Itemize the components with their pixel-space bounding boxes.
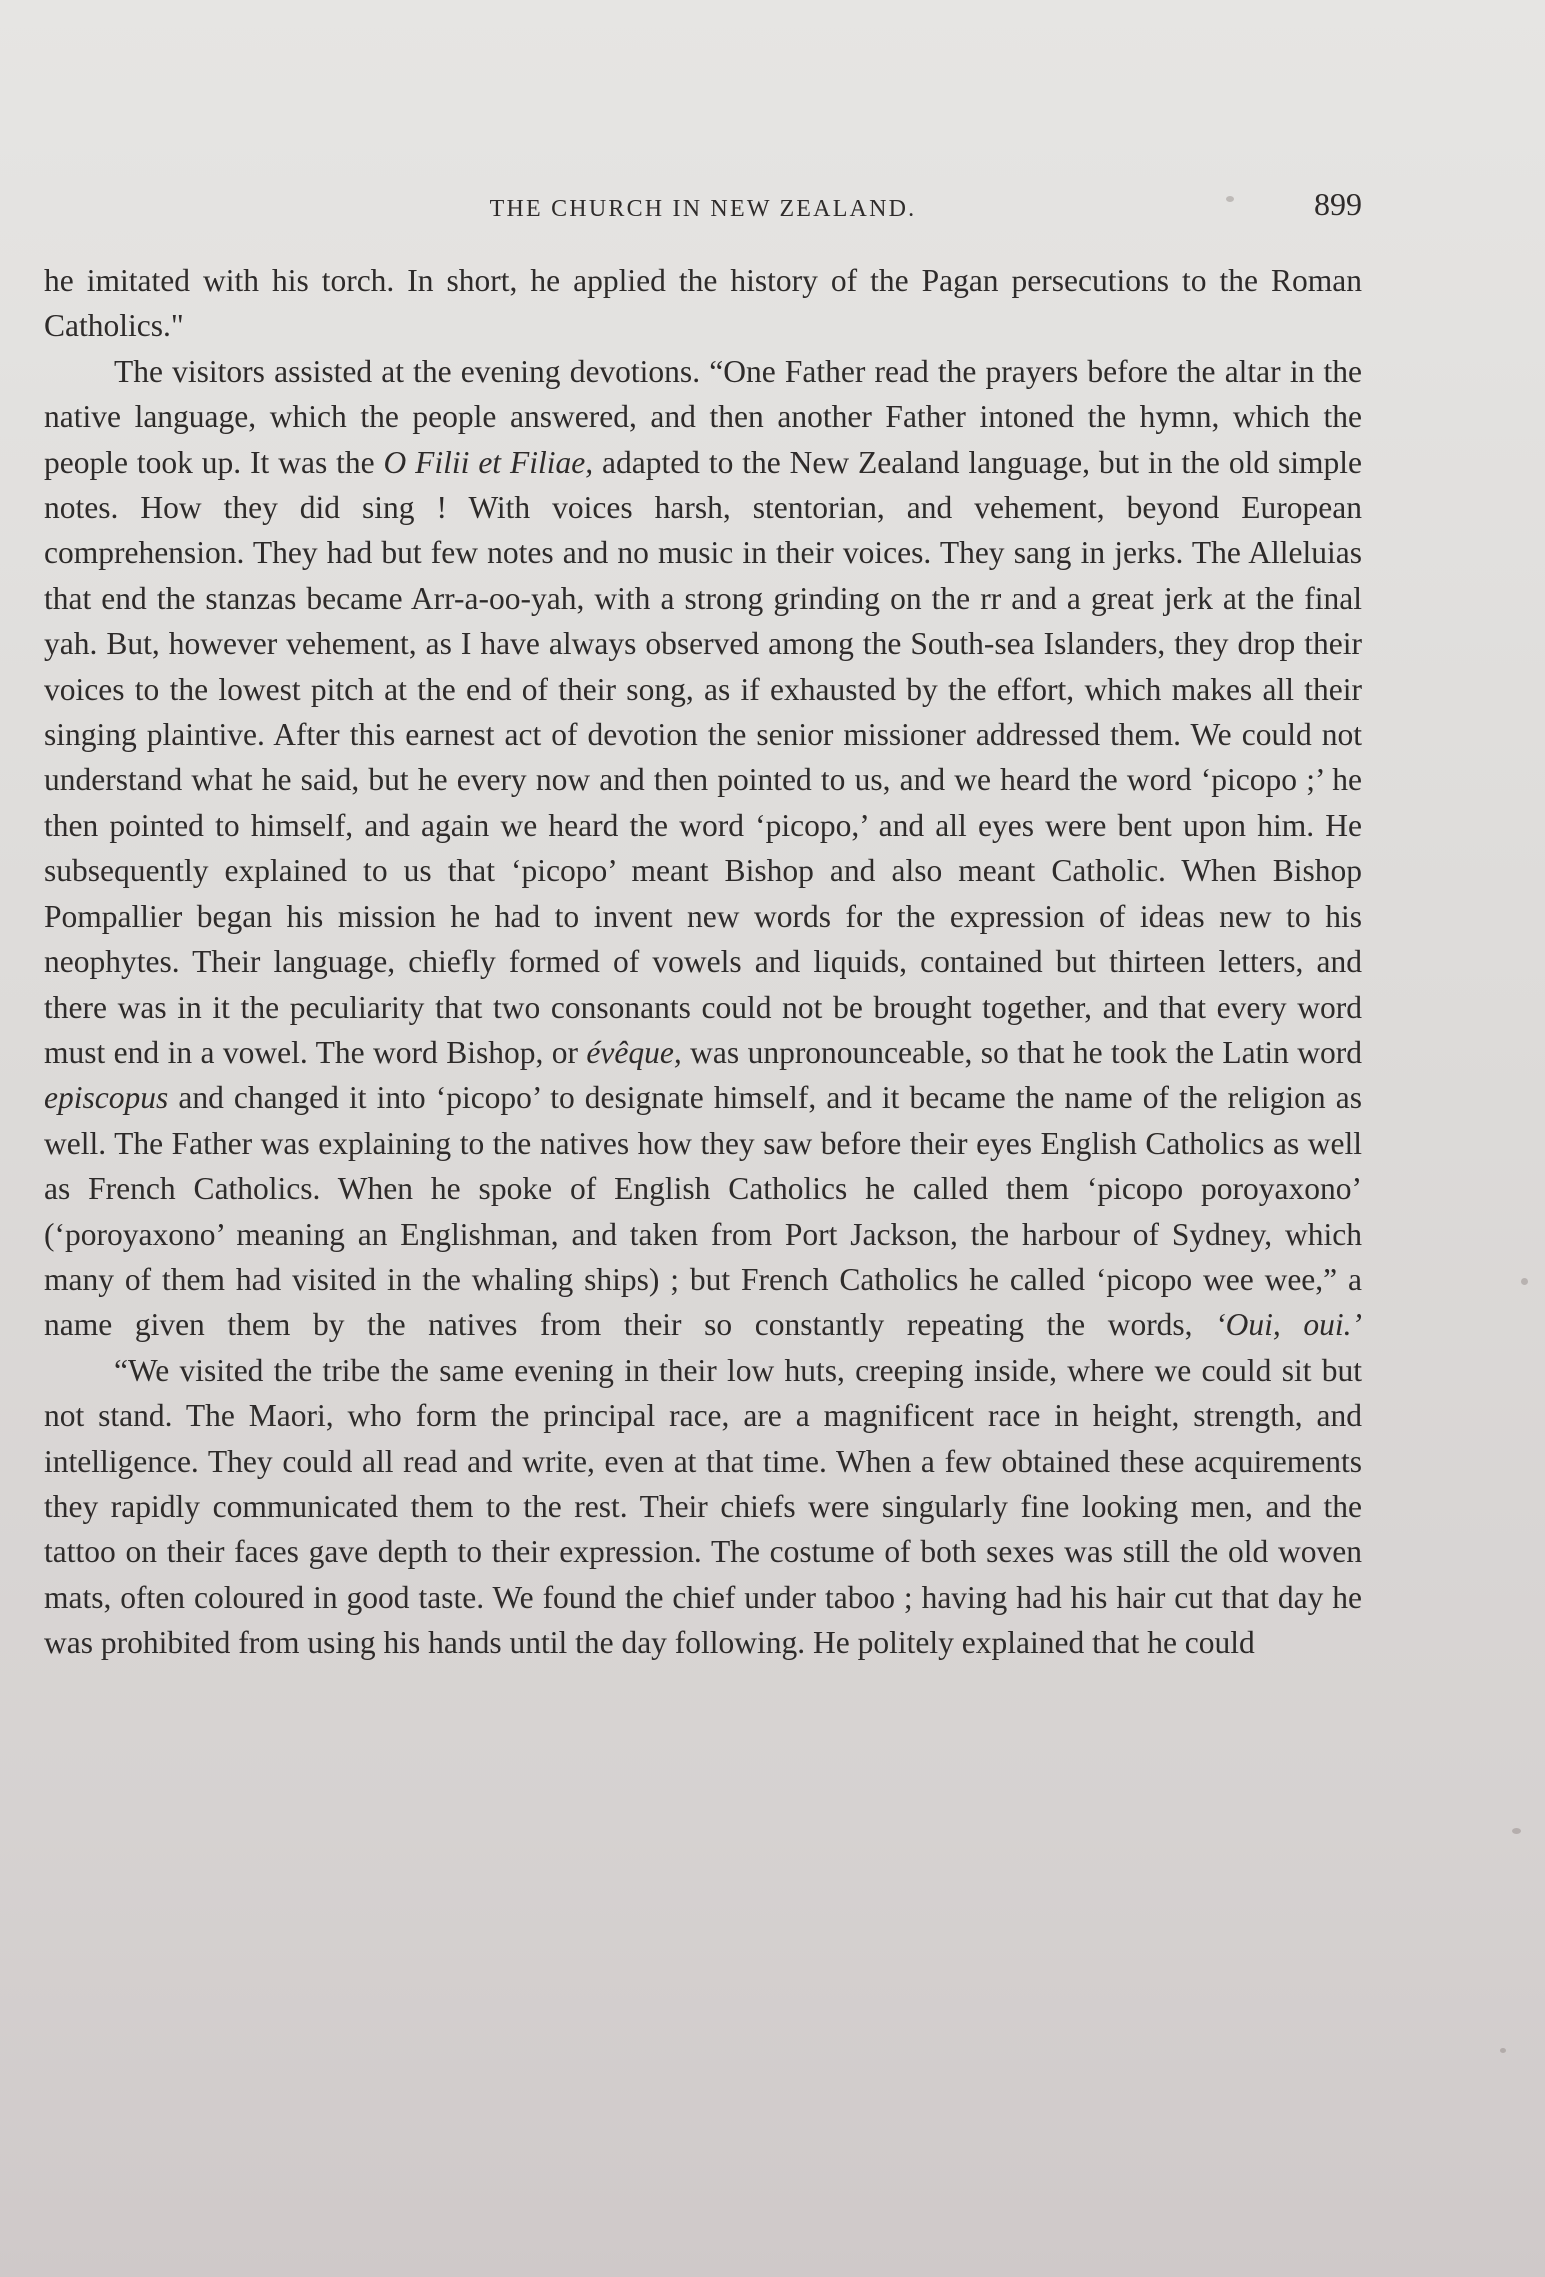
paper-speck [1512,1828,1521,1834]
text-run: The visitors assisted at the evening devotions. “One Father read the prayers before the altar in the native language, which the people answered, and then another Father intoned the hymn, which the people took up. It was the [44,353,1362,480]
paragraph-continuation [44,258,1362,349]
body-text [44,258,1362,1666]
text-run: adapted to the New Zealand language, but in the old simple notes. How they did sing ! With voices harsh, stentorian, and vehement, beyond European comprehension. They had but few notes and no music in their voices. They sang in jerks. The Alleluias that end the stanzas became Arr-a-oo-yah, with a strong grinding on the rr and a great jerk at the final yah. But, however vehement, as I have always observed among the South-sea Islanders, they drop their voices to the lowest pitch at the end of their song, as if exhausted by the effort, which makes all their singing plaintive. After this earnest act of devotion the senior missioner addressed them. We could not understand what he said, but he every now and then pointed to us, and we heard the word ‘picopo ;’ he then pointed to himself, and again we heard the word ‘picopo,’ and all eyes were bent upon him. He subsequently explained to us that ‘picopo’ meant Bishop and also meant Catholic. When Bishop Pompallier began his mission he had to invent new words for the expression of ideas new to his neophytes. Their language, chiefly formed of vowels and liquids, contained but thirteen letters, and there was in it the peculiarity that two consonants could not be brought together, and that every word must end in a vowel. The word Bishop, or [44,444,1362,1070]
page-number: 899 [1314,186,1362,222]
italic-phrase: O Filii et Filiae, [383,444,594,480]
running-head [44,186,1362,234]
paper-speck [1226,196,1234,202]
text-run: “We visited the tribe the same evening in their low huts, creeping inside, where we could sit but not stand. The Maori, who form the principal race, are a magnificent race in height, strength, and intelligence. They could all read and write, even at that time. When a few obtained these acquirements they rapidly communicated them to the rest. Their chiefs were singularly fine looking men, and the tattoo on their faces gave depth to their expression. The costume of both sexes was still the old woven mats, often coloured in good taste. We found the chief under taboo ; having had his hair cut that day he was prohibited from using his hands until the day following. He politely explained that he could [44,1352,1362,1661]
running-title: THE CHURCH IN NEW ZEALAND. [489,196,917,222]
italic-phrase: episcopus [44,1080,169,1116]
text-run: he imitated with his torch. In short, he applied the history of the Pagan persecutions to the Roman Catholics." [44,263,1362,344]
text-run: was unpronounceable, so that he took the Latin word [681,1034,1362,1070]
paper-speck [1521,1278,1528,1285]
text-run: and changed it into ‘picopo’ to designate himself, and it became the name of the religion as well. The Father was explaining to the natives how they saw before their eyes English Catholics as well as French Catholics. When he spoke of English Catholics he called them ‘picopo poroyaxono’ (‘poroyaxono’ meaning an Englishman, and taken from Port Jackson, the harbour of Sydney, which many of them had visited in the whaling ships) ; but French Catholics he called ‘picopo wee wee,” a name given them by the natives from their so constantly repeating the words, [44,1080,1362,1343]
italic-phrase: ‘Oui, oui.’ [1215,1307,1363,1343]
paragraph-evening-devotions [44,349,1362,1348]
italic-phrase: évêque, [586,1034,682,1070]
paper-speck [1500,2048,1506,2053]
paragraph-tribe-visit [44,1348,1362,1666]
